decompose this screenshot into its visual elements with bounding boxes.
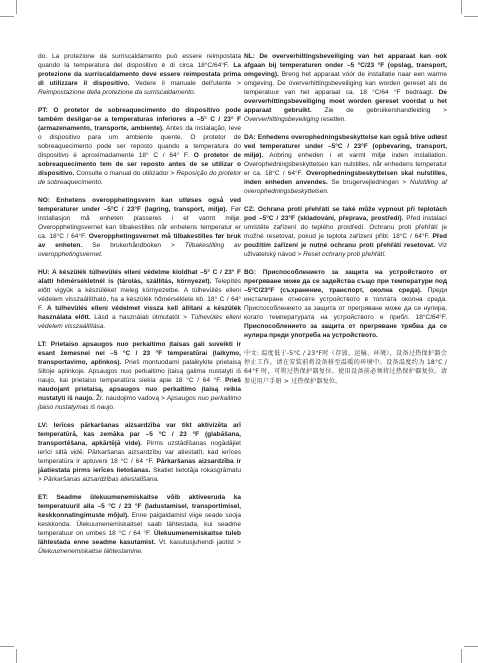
pt-reference: Reposição do protetor de sobreaquecimento. (38, 170, 241, 187)
right-text-column (244, 52, 447, 395)
lt-bold-a: LT: Prietaiso apsaugos nuo perkaitimo įtaisas gali suveikti ir esant žemesnei nei –5 °C / 23 °F temperatūrai (laikymo, transportavimo, aplinkos). (38, 340, 241, 366)
cn-text: 中文: 温度低于-5°C / 23°F时（存放、运输、环境），设备过热保护器会停止工作。请在安装前将设备移至温暖的环境中。设备温度约为 18°C / 64°F 时，可将过热保护器复位。使用设备前必须将过热保护器复位。请参见用户手册 > 过热保护器复位。 (244, 349, 447, 385)
lv-text-a: Pirms uzstādīšanas nogādājiet ierīci siltā vidē. Pārkaršanas aizsardzību var atiestatīt, kad ierīces temperatūra ir aptuveni 18 °C / 64 °F. (38, 439, 241, 465)
paragraph-bg (244, 268, 447, 340)
da-text-a: Anbring enheden i et varmt miljø inden installation. Overophedningsbeskyttelsen kan nulstilles, når enhedens temperatur er ca. 18°C / 64°F. (244, 152, 447, 178)
hu-text-a: Telepítés előtt vigyük a készüléket meleg környezetbe. A túlhevülés elleni védelem visszaállítható, ha a készülék hőmérséklete kb. 18° C / 64° F. (38, 277, 241, 312)
et-text-a: Enne paigaldamist viige seade sooja keskkonda. Ülekuumenemiskaitset saab lähtestada, kui seadme temperatuur on umbes 18 °C / 64 °F. (38, 511, 241, 537)
nl-bold-a: NL: De oververhittingsbeveiliging van het apparaat kan ook afgaan bij temperaturen onder –5 °C/23 °F (opslag, transport, omgeving). (244, 53, 447, 79)
hu-text-b: Lásd a használati útmutatót > (90, 314, 191, 321)
pt-text-b: Consulte o manual do utilizador > (74, 170, 177, 178)
lt-bold-b: Prieš naudojant prietaisą, apsaugos nuo perkaitimo įtaisą reikia nustatyti iš naujo. (38, 376, 241, 402)
hu-bold-a: HU: A készülék túlhevülés elleni védelme kioldhat –5° C / 23° F alatti hőmérsékletnél is (tárolás, szállítás, környezet). (38, 268, 241, 285)
paragraph-da (244, 133, 447, 196)
nl-bold-b: De oververhittingsbeveiliging moet worden gereset voordat u het apparaat gebruikt. (244, 89, 447, 115)
bg-bold-a: BG: Приспособлението за защита на устройството от прегряване може да се задейства също при температури под –5°C/23°F (съхранение, транспорт, околна среда). (244, 268, 447, 294)
it-reference: Reimpostazione della protezione da surriscaldamento. (38, 89, 196, 97)
lv-reference: Pārkaršanas aizsardzības atiestatīšana. (43, 475, 160, 483)
et-reference: Ülekuumenemiskaitse lähtestamine. (38, 547, 143, 555)
lt-text-b: Žr. naudojimo vadovą > (94, 394, 167, 402)
da-text-b: Se brugervejledningen > (327, 179, 410, 187)
et-bold-b: Ülekuumenemiskaitse tuleb lähtestada enne seadme kasutamist. (38, 529, 241, 546)
da-reference: Nulstilling af overophedningsbeskyttelsen. (244, 179, 447, 196)
crop-mark-bottom-right (461, 649, 462, 663)
paragraph-lv (38, 421, 241, 484)
no-reference: Tilbakestilling av overopphetingsvernet. (38, 242, 241, 259)
da-bold-b: Overophedningsbeskyttelsen skal nulstilles, inden enheden anvendes. (244, 170, 447, 187)
bg-text-a: Преди инсталиране отнесете устройството в топлата околна среда. Приспособлението за защита от прегряване може да се нулира, когато температурата на устройството е прибл. 18°C/64°F. (244, 286, 447, 321)
hu-bold-b: A túlhevülés elleni védelmet vissza kell állítani a készülék használata előtt. (38, 304, 241, 321)
lt-reference: Apsaugos nuo perkaitimo įtaiso nustatymas iš naujo. (38, 394, 242, 412)
cz-reference: Reset ochrany proti přehřátí. (303, 251, 387, 259)
paragraph-lt (38, 340, 241, 412)
nl-text-a: Breng het apparaat vóór de installatie naar een warme omgeving. De oververhittingsbeveiliging kan worden gereset als de temperatuur van het apparaat ca. 18 °C/64 °F bedraagt. (244, 71, 447, 97)
lv-bold-a: LV: Ierīces pārkaršanas aizsardzība var tikt aktivizēta arī temperatūrā, kas zemāka par –5 °C / 23 °F (glabāšana, transportēšana, apkārtējā vide). (38, 421, 241, 447)
cz-bold-a: CZ: Ochrana proti přehřátí se také může vypnout při teplotách pod –5°C / 23°F (skladování, přeprava, prostředí). (244, 205, 447, 222)
cz-text-b: Viz uživatelský návod > (244, 242, 447, 259)
crop-mark-bottom-left (16, 649, 17, 663)
paragraph-it (38, 52, 241, 97)
pt-bold-b: O protetor de sobreaquecimento tem de ser reposto antes de se utilizar o dispositivo. (38, 152, 241, 178)
crop-mark-top-left (16, 0, 17, 14)
cz-bold-b: Před použitím zařízení je nutné ochranu proti přehřátí resetovat. (244, 233, 447, 250)
crop-mark-top-right (461, 0, 462, 14)
bg-bold-b: Приспособлението за защита от прегряване трябва да се нулира преди употреба на устройството. (244, 323, 447, 340)
paragraph-hu (38, 268, 241, 331)
nl-reference: Oververhittingsbeveiliging resetten. (244, 116, 347, 124)
paragraph-no (38, 196, 241, 259)
et-bold-a: ET: Seadme ülekuumenemiskaitse võib aktiveeruda ka temperatuuril alla –5 °C / 23 °F (ladustamisel, transportimisel, keskkonnatingimuste mõjul). (38, 493, 241, 519)
paragraph-pt (38, 106, 241, 187)
hu-reference: Túlhevülés elleni védelem visszaállítása. (38, 314, 241, 331)
crop-mark-bottom-left-h (0, 646, 14, 647)
pt-text-a: Antes da instalação, leve o dispositivo para um ambiente quente. O protetor de sobreaquecimento pode ser reposto quando a temperatura do dispositivo é aproximadamente 18° C / 64° F. (38, 124, 242, 160)
left-text-column (38, 52, 241, 565)
no-bold-a: NO: Enhetens overopphetingsvern kan utløses også ved temperaturer under –5°C / 23°F (lagring, transport, miljø). (38, 196, 241, 213)
paragraph-cn (244, 349, 447, 386)
no-text-b: Se brukerhåndboken > (82, 242, 185, 250)
lt-text-a: Prieš montuodami palaikykite prietaisą šiltoje aplinkoje. Apsaugos nuo perkaitimo įtaisą galima nustatyti iš naujo, kai prietaiso temperatūra siekia apie 18 °C / 64 °F. (38, 358, 241, 384)
no-bold-b: Overopphetingsvernet må tilbakestilles før bruk av enheten. (38, 233, 241, 250)
lv-text-b: Skatiet lietotāja rokasgrāmatu > (38, 466, 241, 483)
paragraph-et (38, 493, 241, 556)
pt-bold-a: PT: O protetor de sobreaquecimento do dispositivo pode também desligar-se a temperaturas inferiores a –5° C / 23° F (armazenamento, transporte, ambiente). (38, 106, 241, 132)
it-text: do. La protezione da surriscaldamento può essere reimpostata quando la temperatura del dispositivo è di circa 18°C/64°F. (38, 53, 241, 70)
crop-mark-bottom-right-h (464, 646, 478, 647)
et-text-b: Vt. kasutusjuhendi jaotist > (155, 538, 241, 546)
no-text-a: Før installasjon må enheten plasseres i et varmt miljø. Overopphetingsvernet kan tilbakestilles når enhetens temperatur er ca. 18°C / 64°F. (38, 205, 242, 241)
cz-text-a: Před instalací umístěte zařízení do teplého prostředí. Ochranu proti přehřátí je možné resetovat, pokud je teplota zařízení přibl. 18°C / 64°F. (244, 214, 447, 241)
da-bold-a: DA: Enhedens overophedningsbeskyttelse kan også blive udløst ved temperaturer under –5°C / 23°F (opbevaring, transport, miljø). (244, 133, 447, 160)
lv-bold-b: Pārkaršanas aizsardzība ir jāatiestata pirms ierīces lietošanas. (38, 457, 241, 474)
crop-mark-top-left-h (0, 16, 14, 17)
it-text-b: Vedere il manuale dell'utente > (129, 80, 241, 88)
paragraph-cz (244, 205, 447, 259)
nl-text-b: Zie de gebruikershandleiding > (311, 107, 447, 115)
crop-mark-top-right-h (464, 16, 478, 17)
it-bold: La protezione da surriscaldamento deve essere reimpostata prima di utilizzare il dispositivo. (38, 62, 241, 88)
paragraph-nl (244, 52, 447, 124)
